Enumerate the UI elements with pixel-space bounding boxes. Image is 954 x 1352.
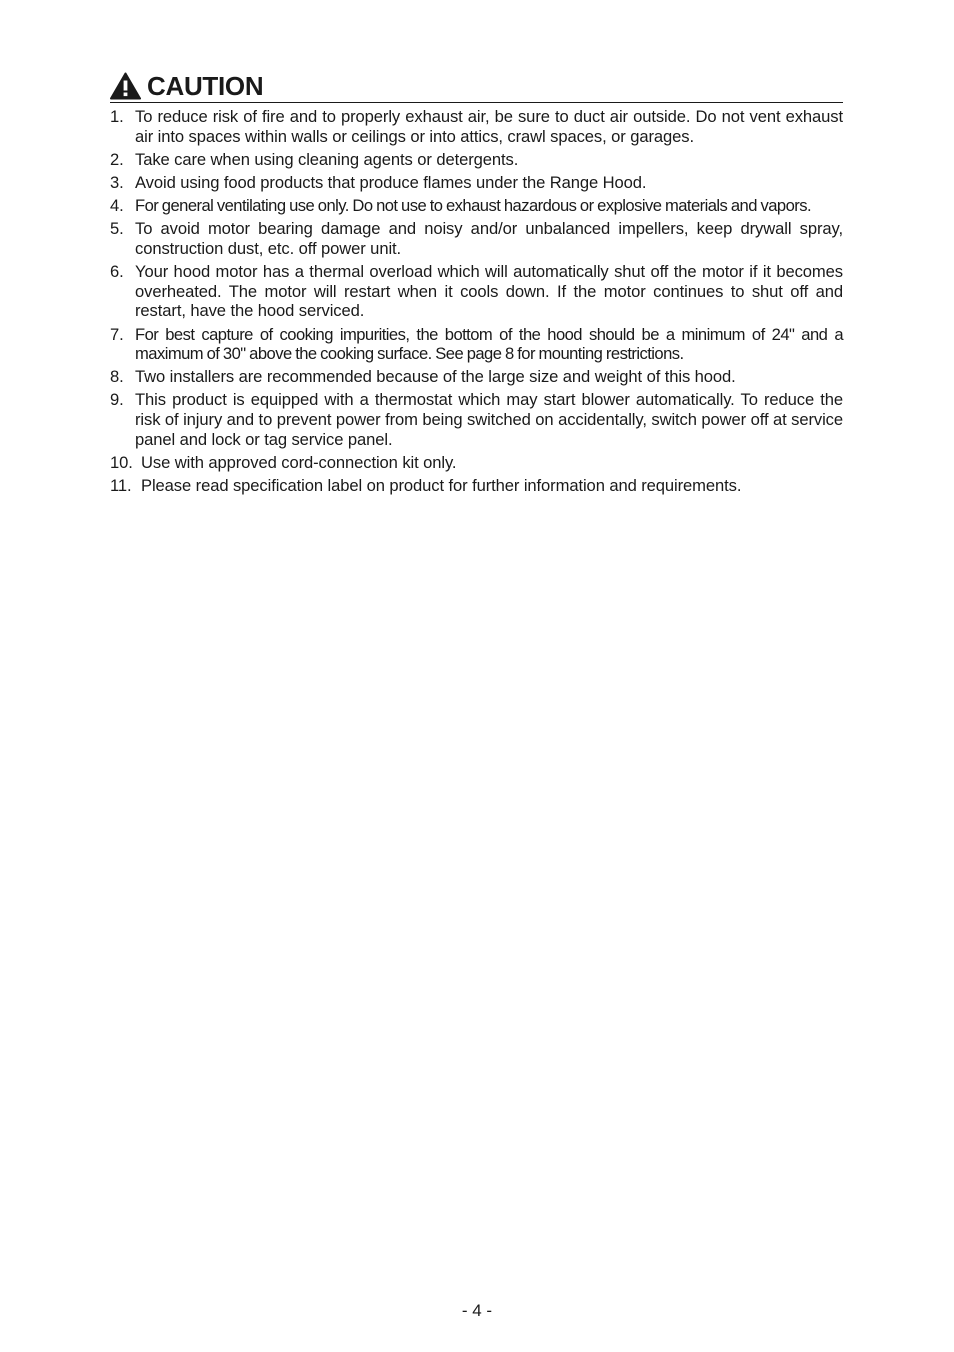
caution-section — [110, 70, 843, 499]
item-text: Avoid using food products that produce flames under the Range Hood. — [135, 172, 647, 192]
page-number: - 4 - — [461, 1301, 493, 1320]
list-item — [110, 150, 843, 170]
item-number: 6. — [110, 262, 124, 282]
item-text: Take care when using cleaning agents or detergents. — [135, 149, 519, 169]
list-item — [110, 219, 843, 258]
caution-list — [110, 107, 843, 496]
item-number: 11. — [110, 476, 132, 496]
item-text: Please read specification label on product for further information and requirements. — [141, 476, 742, 496]
item-number: 8. — [110, 367, 124, 387]
caution-title: CAUTION — [147, 71, 264, 101]
item-text: To reduce risk of fire and to properly exhaust air, be sure to duct air outside. Do not vent exhaust air into spaces within walls or ceilings or into attics, crawl spaces, or garages. — [135, 107, 843, 146]
item-number: 9. — [110, 390, 124, 410]
item-number: 5. — [110, 219, 124, 239]
item-number: 4. — [110, 196, 124, 216]
item-number: 3. — [110, 172, 124, 192]
list-item — [110, 367, 843, 387]
list-item — [110, 173, 843, 193]
item-text: Use with approved cord-connection kit only. — [141, 452, 457, 472]
item-text: Two installers are recommended because of the large size and weight of this hood. — [135, 367, 736, 387]
item-number: 2. — [110, 149, 124, 169]
list-item — [110, 107, 843, 146]
list-item — [110, 390, 843, 449]
item-text: For best capture of cooking impurities, the bottom of the hood should be a minimum of 24" and a maximum of 30" above the cooking surface. See page 8 for mounting restrictions. — [135, 324, 843, 364]
list-item — [110, 453, 843, 473]
item-number: 1. — [110, 107, 124, 126]
item-text: To avoid motor bearing damage and noisy and/or unbalanced impellers, keep drywall spray, construction dust, etc. off power unit. — [135, 219, 843, 258]
item-number: 10. — [110, 452, 133, 472]
list-item — [110, 325, 843, 364]
item-text: This product is equipped with a thermostat which may start blower automatically. To reduce the risk of injury and to prevent power from being switched on accidentally, switch power off at service panel and lock or tag service panel. — [135, 390, 843, 449]
caution-heading — [110, 70, 843, 103]
list-item — [110, 196, 843, 216]
list-item — [110, 476, 843, 496]
item-text: Your hood motor has a thermal overload which will automatically shut off the motor if it becomes overheated. The motor will restart when it cools down. If the motor continues to shut off and restart, have the hood serviced. — [135, 262, 843, 321]
warning-triangle-icon — [110, 72, 141, 100]
item-text: For general ventilating use only. Do not use to exhaust hazardous or explosive materials and vapors. — [135, 196, 812, 216]
item-number: 7. — [110, 324, 124, 344]
list-item — [110, 262, 843, 321]
